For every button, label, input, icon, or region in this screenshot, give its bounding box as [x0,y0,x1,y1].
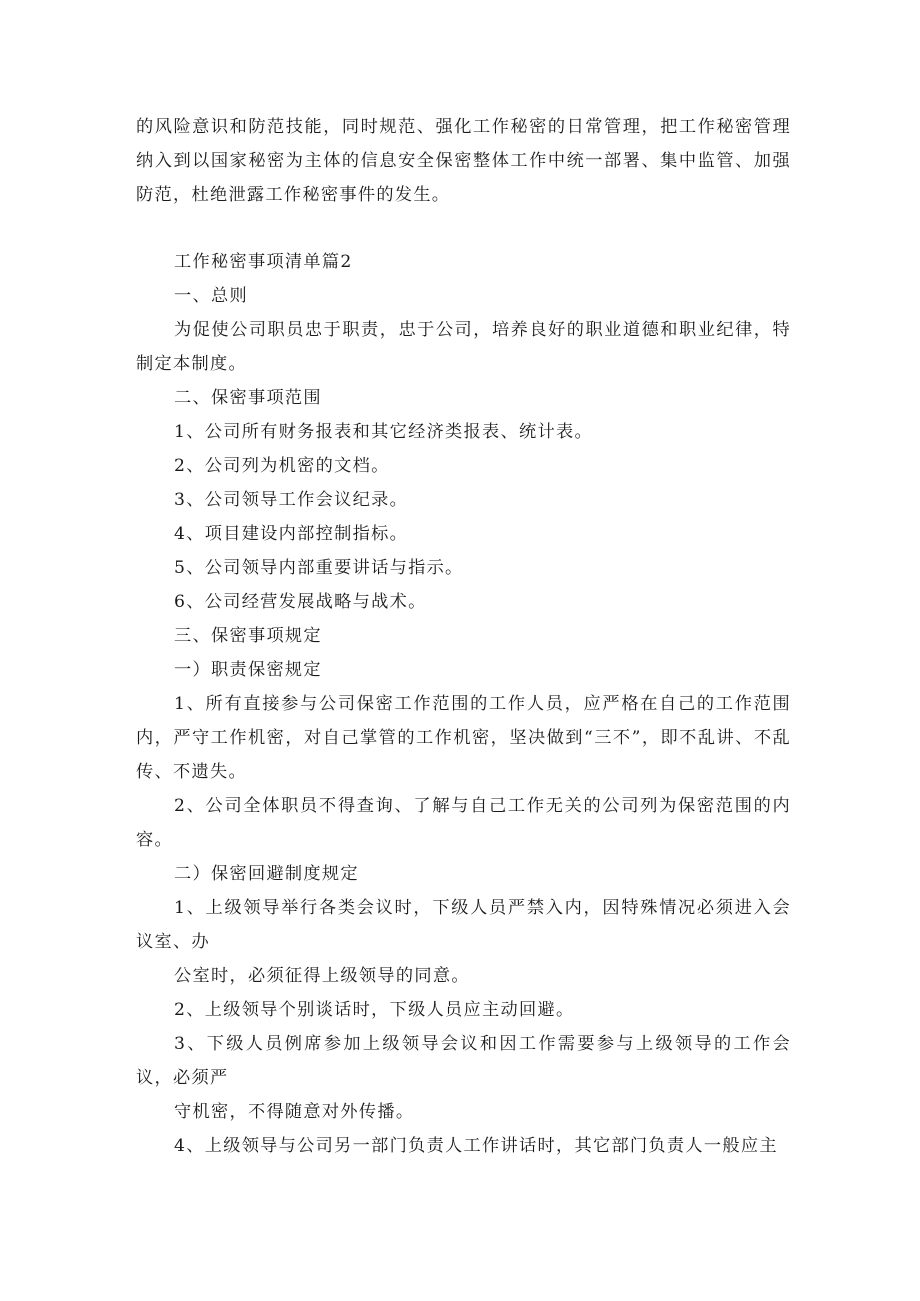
avoidance-rule-4: 4、上级领导与公司另一部门负责人工作讲话时，其它部门负责人一般应主 [174,1136,778,1156]
scope-item-3: 3、公司领导工作会议纪录。 [174,490,409,510]
duty-rule-1: 1、所有直接参与公司保密工作范围的工作人员，应严格在自己的工作范围内，严守工作机密，对自己掌管的工作机密，坚决做到“三不”，即不乱讲、不乱传、不遗失。 [136,694,791,782]
duty-rule-2: 2、公司全体职员不得查询、了解与自己工作无关的公司列为保密范围的内容。 [136,796,791,850]
avoidance-rule-3-cont: 守机密，不得随意对外传播。 [174,1102,415,1122]
avoidance-rule-3: 3、下级人员例席参加上级领导会议和因工作需要参与上级领导的工作会议，必须严 [136,1034,791,1088]
avoidance-rule-1-cont: 公室时，必须征得上级领导的同意。 [174,966,470,986]
heading-scope: 二、保密事项范围 [174,388,322,408]
scope-item-6: 6、公司经营发展战略与战术。 [174,592,427,612]
scope-item-5: 5、公司领导内部重要讲话与指示。 [174,558,464,578]
subheading-duty-rules: 一）职责保密规定 [174,660,322,680]
paragraph-continuation: 的风险意识和防范技能，同时规范、强化工作秘密的日常管理，把工作秘密管理纳入到以国家秘密为主体的信息安全保密整体工作中统一部署、集中监管、加强防范，杜绝泄露工作秘密事件的发生。 [136,117,791,205]
scope-item-2: 2、公司列为机密的文档。 [174,456,390,476]
scope-item-4: 4、项目建设内部控制指标。 [174,524,409,544]
section-title: 工作秘密事项清单篇2 [174,252,353,272]
heading-rules: 三、保密事项规定 [174,626,322,646]
paragraph-purpose: 为促使公司职员忠于职责，忠于公司，培养良好的职业道德和职业纪律，特制定本制度。 [136,320,791,374]
scope-item-1: 1、公司所有财务报表和其它经济类报表、统计表。 [174,422,593,442]
avoidance-rule-1: 1、上级领导举行各类会议时，下级人员严禁入内，因特殊情况必须进入会议室、办 [136,898,791,952]
subheading-avoidance-rules: 二）保密回避制度规定 [174,864,359,884]
avoidance-rule-2: 2、上级领导个别谈话时，下级人员应主动回避。 [174,1000,575,1020]
heading-general: 一、总则 [174,286,248,306]
